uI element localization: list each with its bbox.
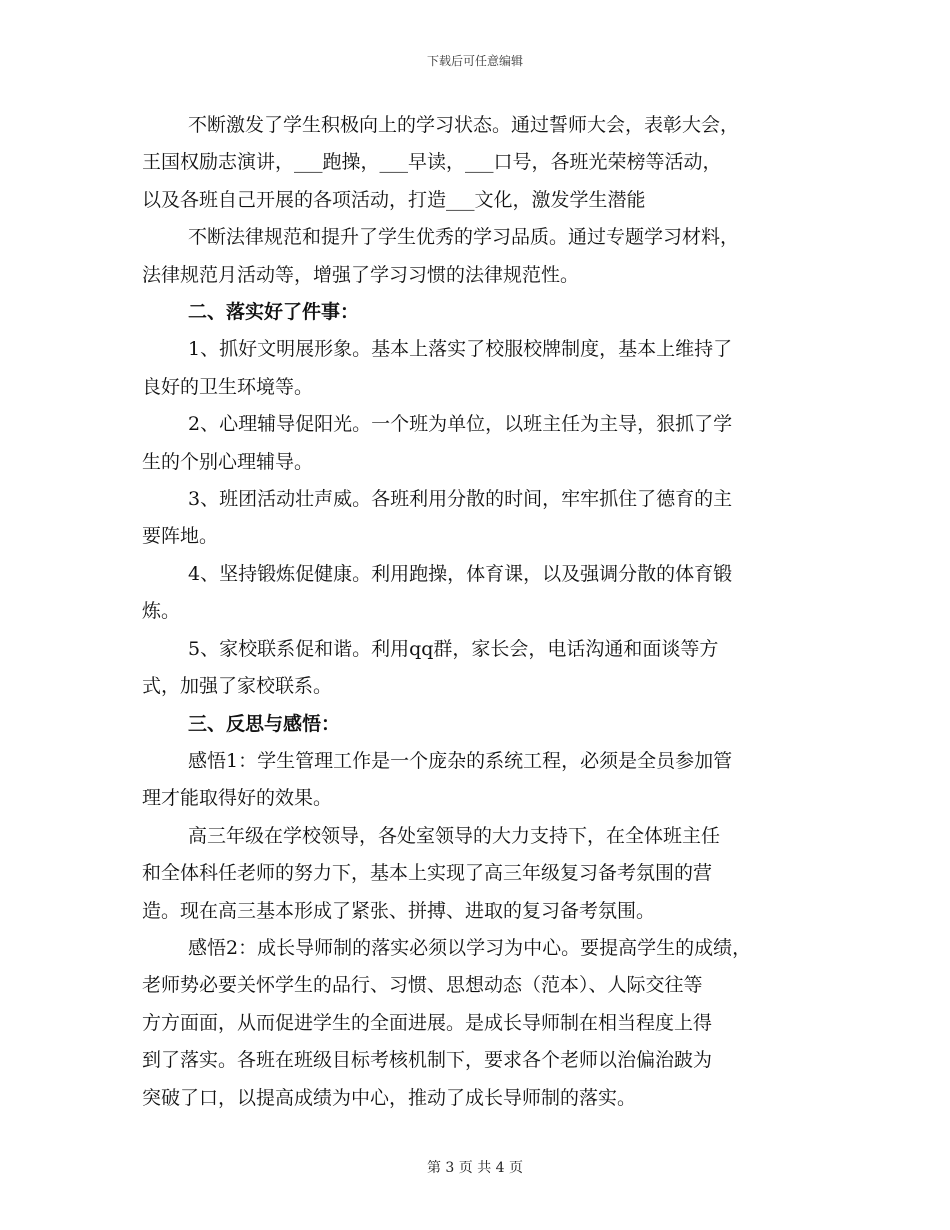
- paragraph: [142, 631, 842, 706]
- text-line: 良好的卫生环境等。: [142, 375, 314, 398]
- paragraph: [142, 818, 842, 930]
- text-line: 生的个别心理辅导。: [142, 450, 314, 473]
- section-heading: [142, 294, 842, 331]
- text-line: 1、抓好文明展形象。基本上落实了校服校牌制度，基本上维持了: [188, 338, 733, 361]
- text-line: 感悟2：成长导师制的落实必须以学习为中心。要提高学生的成绩，: [188, 936, 752, 959]
- text-line: 不断法律规范和提升了学生优秀的学习品质。通过专题学习材料，: [188, 226, 740, 249]
- text-line: 不断激发了学生积极向上的学习状态。通过誓师大会，表彰大会，: [188, 114, 740, 136]
- text-line: 理才能取得好的效果。: [142, 787, 333, 810]
- text-line: 法律规范月活动等，增强了学习习惯的法律规范性。: [142, 263, 580, 286]
- paragraph: [142, 481, 842, 556]
- text-line: 2、心理辅导促阳光。一个班为单位，以班主任为主导，狠抓了学: [188, 413, 733, 436]
- text-line: 以及各班自己开展的各项活动，打造___文化，激发学生潜能: [142, 188, 646, 211]
- paragraph: [142, 107, 842, 219]
- page-footer: 第 3 页 共 4 页: [426, 1160, 524, 1176]
- paragraph: [142, 331, 842, 406]
- text-line: 老师势必要关怀学生的品行、习惯、思想动态（范本）、人际交往等: [142, 974, 703, 997]
- paragraph: [142, 930, 842, 1117]
- document-body: [142, 107, 842, 1117]
- page-header: 下载后可任意编辑: [426, 54, 523, 68]
- paragraph: [142, 556, 842, 631]
- text-line: 感悟1：学生管理工作是一个庞杂的系统工程，必须是全员参加管: [188, 749, 733, 772]
- paragraph: [142, 406, 842, 481]
- paragraph: [142, 219, 842, 294]
- text-line: 造。现在高三基本形成了紧张、拼搏、进取的复习备考氛围。: [142, 899, 656, 922]
- text-line: 3、班团活动壮声威。各班利用分散的时间，牢牢抓住了德育的主: [188, 488, 733, 511]
- text-line: 4、坚持锻炼促健康。利用跑操，体育课，以及强调分散的体育锻: [188, 562, 733, 585]
- text-line: 高三年级在学校领导，各处室领导的大力支持下，在全体班主任: [188, 824, 721, 847]
- text-line: 三、反思与感悟：: [188, 712, 341, 735]
- text-line: 王国权励志演讲，___跑操，___早读，___口号，各班光荣榜等活动，: [142, 151, 722, 174]
- text-line: 要阵地。: [142, 525, 219, 548]
- text-line: 式，加强了家校联系。: [142, 675, 333, 698]
- text-line: 到了落实。各班在班级目标考核机制下，要求各个老师以治偏治跛为: [142, 1049, 713, 1072]
- section-heading: [142, 706, 842, 743]
- text-line: 炼。: [142, 600, 181, 623]
- text-line: 二、落实好了件事：: [188, 301, 360, 324]
- paragraph: [142, 743, 842, 818]
- text-line: 5、家校联系促和谐。利用qq群，家长会，电话沟通和面谈等方: [188, 637, 719, 660]
- text-line: 和全体科任老师的努力下，基本上实现了高三年级复习备考氛围的营: [142, 862, 713, 885]
- text-line: 突破了口，以提高成绩为中心，推动了成长导师制的落实。: [142, 1086, 637, 1109]
- text-line: 方方面面，从而促进学生的全面进展。是成长导师制在相当程度上得: [142, 1011, 713, 1034]
